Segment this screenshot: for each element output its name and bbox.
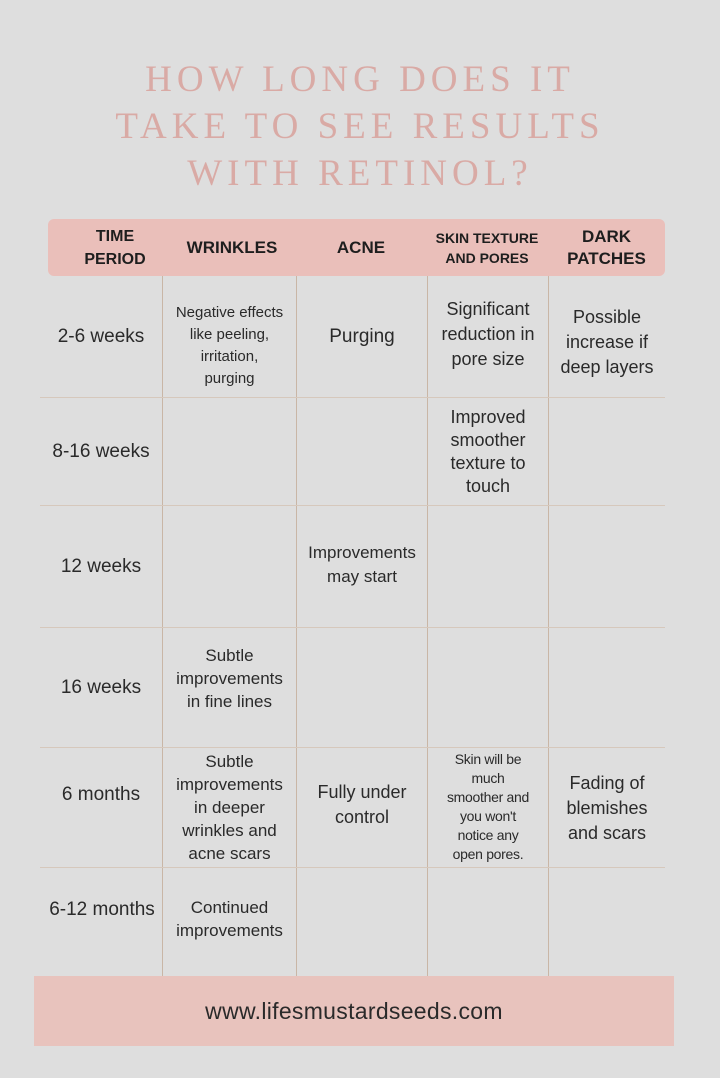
header-dark-patches: DARK PATCHES	[567, 226, 646, 268]
title-line-3: WITH RETINOL?	[187, 153, 533, 194]
skin-texture-cell: Significant reduction in pore size	[441, 298, 535, 369]
acne-cell: Purging	[329, 325, 395, 347]
time-period-cell: 8-16 weeks	[52, 440, 150, 462]
table-header	[48, 219, 665, 276]
acne-cell: Improvements may start	[308, 543, 416, 586]
wrinkles-cell: Negative effects like peeling, irritation, purging	[175, 304, 284, 387]
page-title	[0, 56, 720, 197]
time-period-cell: 2-6 weeks	[57, 325, 145, 347]
wrinkles-cell: Continued improvements	[176, 898, 283, 940]
title-line-2: TAKE TO SEE RESULTS	[115, 106, 605, 147]
skin-texture-cell: Skin will be much smoother and you won't notice any open pores.	[446, 751, 529, 862]
footer-banner	[34, 976, 674, 1046]
time-period-cell: 6 months	[61, 784, 141, 805]
dark-patches-cell: Fading of blemishes and scars	[566, 772, 648, 843]
time-period-cell: 12 weeks	[60, 555, 142, 577]
time-period-cell: 16 weeks	[60, 676, 142, 698]
header-time-period: TIME PERIOD	[84, 227, 146, 268]
header-wrinkles: WRINKLES	[186, 237, 278, 257]
footer-url: www.lifesmustardseeds.com	[205, 997, 503, 1024]
column-divider	[427, 276, 428, 976]
wrinkles-cell: Subtle improvements in deeper wrinkles and acne scars	[176, 751, 283, 863]
title-line-1: HOW LONG DOES IT	[145, 59, 575, 100]
dark-patches-cell: Possible increase if deep layers	[560, 306, 654, 377]
time-period-cell: 6-12 months	[49, 899, 155, 920]
header-acne: ACNE	[336, 237, 386, 257]
skin-texture-cell: Improved smoother texture to touch	[450, 406, 526, 496]
header-skin-texture: SKIN TEXTURE AND PORES	[435, 229, 539, 266]
wrinkles-cell: Subtle improvements in fine lines	[176, 645, 283, 711]
acne-cell: Fully under control	[317, 782, 407, 827]
